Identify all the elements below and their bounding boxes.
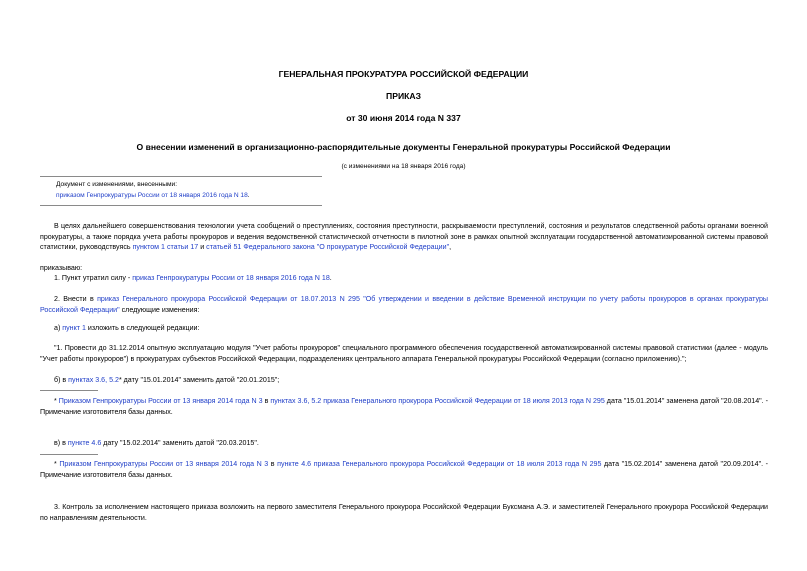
- item-v: в) в пункте 4.6 дату "15.02.2014" заменить датой "20.03.2015".: [54, 439, 259, 447]
- date-line: от 30 июня 2014 года N 337: [346, 113, 461, 123]
- item-1: 1. Пункт утратил силу - приказ Генпрокуратуры России от 18 января 2016 года N 18.: [54, 274, 332, 282]
- footnote-1: * Приказом Генпрокуратуры России от 13 января 2014 года N 3 в пунктах 3.6, 5.2 приказа Генерального прокурора Российской Федерации от 18 июля 2013 года N 295 дата "15.01.2014" заменена датой "20.08.2014". - Примечание изготовителя базы данных.: [40, 397, 768, 416]
- order-n3-link-2[interactable]: Приказом Генпрокуратуры России от 13 января 2014 года N 3: [59, 460, 269, 468]
- org-heading: ГЕНЕРАЛЬНАЯ ПРОКУРАТУРА РОССИЙСКОЙ ФЕДЕРАЦИИ: [278, 69, 529, 79]
- footnote-2: * Приказом Генпрокуратуры России от 13 января 2014 года N 3 в пункте 4.6 приказа Генерального прокурора Российской Федерации от 18 июля 2013 года N 295 дата "15.02.2014" заменена датой "20.09.2014". - Примечание изготовителя базы данных.: [40, 460, 768, 479]
- changes-box-bottom-rule: [40, 205, 322, 206]
- item-3: 3. Контроль за исполнением настоящего приказа возложить на первого заместителя Генерального прокурора Российской Федерации Буксмана А.Э. и заместителей Генерального прокурора Российской Федерации по направлениям деятельности.: [40, 503, 768, 522]
- order-295-points-link[interactable]: пунктах 3.6, 5.2 приказа Генерального прокурора Российской Федерации от 18 июля 2013 года N 295: [270, 397, 605, 405]
- point-4-6-link[interactable]: пункте 4.6: [67, 439, 102, 447]
- doc-type-heading: ПРИКАЗ: [386, 91, 421, 101]
- law-article-17-link[interactable]: пунктом 1 статьи 17: [132, 243, 199, 252]
- changes-box-label: Документ с изменениями, внесенными:: [56, 181, 178, 188]
- footnote-1-rule: [40, 390, 98, 391]
- repealing-order-link[interactable]: приказ Генпрокуратуры России от 18 января 2016 года N 18: [132, 274, 330, 282]
- preamble-paragraph: В целях дальнейшего совершенствования технологии учета сообщений о преступлениях, состояния преступности, раскрываемости преступлений, состояния и результатов следственной работы органами военной прокуратуры, а также порядка учета работы прокуроров и ведения ведомственной статистической отчетности в пилотной зоне в рамках опытной эксплуатации государственной автоматизированной системы правовой статистики, руководствуясь пунктом 1 статьи 17 и статьей 51 Федерального закона "О прокуратуре Российской Федерации",: [40, 222, 768, 252]
- item-b: б) в пунктах 3.6, 5.2* дату "15.01.2014" заменить датой "20.01.2015";: [54, 376, 280, 384]
- order-295-point-4-6-link[interactable]: пункте 4.6 приказа Генерального прокурора Российской Федерации от 18 июля 2013 года N 295: [277, 460, 602, 468]
- point-1-link[interactable]: пункт 1: [62, 324, 86, 332]
- order-word: приказываю:: [40, 264, 83, 272]
- amending-order-link[interactable]: приказом Генпрокуратуры России от 18 января 2016 года N 18: [56, 192, 248, 199]
- item-2: 2. Внести в приказ Генерального прокурора Российской Федерации от 18.07.2013 N 295 "Об утверждении и введении в действие Временной инструкции по учету работы прокуроров в органах прокуратуры Российской Федерации" следующие изменения:: [40, 295, 768, 314]
- revision-note: (с изменениями на 18 января 2016 года): [341, 163, 466, 170]
- document-title: О внесении изменений в организационно-распорядительные документы Генеральной прокуратуры Российской Федерации: [136, 142, 671, 152]
- item-a: а) пункт 1 изложить в следующей редакции:: [54, 324, 200, 332]
- new-wording-quote: "1. Провести до 31.12.2014 опытную эксплуатацию модуля "Учет работы прокуроров" специального программного обеспечения государственной автоматизированной системы правовой статистики (далее - модуль "Учет работы прокуроров") в прокуратурах субъектов Российской Федерации, подразделениях центрального аппарата Генеральной прокуратуры Российской Федерации (согласно приложению).";: [40, 344, 768, 363]
- order-295-link[interactable]: приказ Генерального прокурора Российской Федерации от 18.07.2013 N 295 "Об утверждении и введении в действие Временной инструкции по учету работы прокуроров в органах прокуратуры Российской Федерации": [40, 295, 768, 314]
- law-article-51-link[interactable]: статьей 51 Федерального закона "О прокуратуре Российской Федерации": [206, 243, 450, 252]
- points-3-6-5-2-link[interactable]: пунктах 3.6, 5.2: [68, 376, 119, 384]
- changes-box-top-rule: [40, 176, 322, 177]
- order-n3-link[interactable]: Приказом Генпрокуратуры России от 13 января 2014 года N 3: [58, 397, 263, 405]
- footnote-2-rule: [40, 454, 98, 455]
- changes-box-entry: приказом Генпрокуратуры России от 18 января 2016 года N 18.: [56, 192, 250, 199]
